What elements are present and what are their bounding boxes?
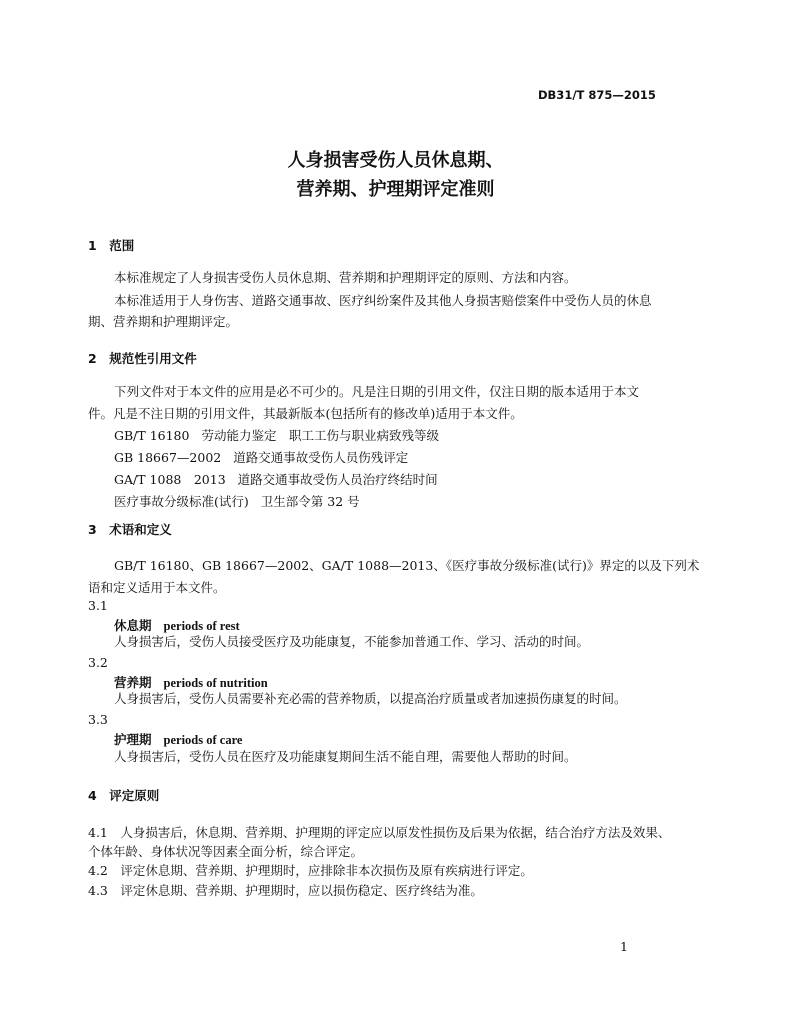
standard-number: DB31/T 875—2015	[538, 88, 656, 102]
section-2-paragraph-line-2: 件。凡是不注日期的引用文件，其最新版本(包括所有的修改单)适用于本文件。	[88, 406, 523, 421]
term-heading	[114, 672, 268, 691]
term-number: 3.3	[88, 712, 108, 727]
term-number: 3.2	[88, 655, 108, 670]
term-english-name: periods of care	[163, 733, 243, 747]
reference-item	[114, 427, 439, 445]
section-3-heading: 3 术语和定义	[88, 522, 172, 537]
reference-name: 道路交通事故受伤人员伤残评定	[233, 450, 409, 465]
section-3-paragraph-line-1: GB/T 16180、GB 18667—2002、GA/T 1088—2013、《医疗事故分级标准(试行)》界定的以及下列术	[114, 558, 700, 573]
term-chinese-name: 营养期	[114, 675, 152, 690]
document-title-line-2: 营养期、护理期评定准则	[296, 179, 495, 200]
section-1-paragraph-2-line-1: 本标准适用于人身伤害、道路交通事故、医疗纠纷案件及其他人身损害赔偿案件中受伤人员的休息	[114, 293, 652, 308]
reference-code: GB/T 16180	[114, 428, 190, 443]
term-number: 3.1	[88, 598, 108, 613]
term-chinese-name: 休息期	[114, 618, 152, 633]
section-1-paragraph-1: 本标准规定了人身损害受伤人员休息期、营养期和护理期评定的原则、方法和内容。	[114, 270, 577, 285]
term-definition: 人身损害后，受伤人员接受医疗及功能康复，不能参加普通工作、学习、活动的时间。	[114, 634, 590, 649]
reference-code: GB 18667—2002	[114, 450, 222, 465]
term-heading	[114, 729, 242, 748]
term-english-name: periods of nutrition	[163, 676, 268, 690]
term-definition: 人身损害后，受伤人员在医疗及功能康复期间生活不能自理，需要他人帮助的时间。	[114, 749, 577, 764]
reference-code: GA/T 1088 2013	[114, 472, 226, 487]
reference-name: 道路交通事故受伤人员治疗终结时间	[237, 472, 438, 487]
document-title-line-1: 人身损害受伤人员休息期、	[287, 150, 504, 171]
section-1-paragraph-2-line-2: 期、营养期和护理期评定。	[88, 314, 239, 329]
clause-4-2: 4.2 评定休息期、营养期、护理期时，应排除非本次损伤及原有疾病进行评定。	[88, 863, 533, 878]
section-1-heading: 1 范围	[88, 238, 135, 253]
term-definition: 人身损害后，受伤人员需要补充必需的营养物质，以提高治疗质量或者加速损伤康复的时间。	[114, 691, 627, 706]
reference-code: 医疗事故分级标准(试行)	[114, 494, 249, 509]
reference-name: 卫生部令第 32 号	[260, 494, 360, 509]
reference-item	[114, 493, 360, 511]
clause-4-1-line-1: 4.1 人身损害后，休息期、营养期、护理期的评定应以原发性损伤及后果为依据，结合治疗方法及效果、	[88, 825, 671, 840]
reference-name: 劳动能力鉴定 职工工伤与职业病致残等级	[201, 428, 439, 443]
page-number: 1	[620, 939, 628, 954]
reference-item	[114, 471, 438, 489]
clause-4-1-line-2: 个体年龄、身体状况等因素全面分析，综合评定。	[88, 844, 364, 859]
clause-4-3: 4.3 评定休息期、营养期、护理期时，应以损伤稳定、医疗终结为准。	[88, 883, 483, 898]
section-2-heading: 2 规范性引用文件	[88, 351, 197, 366]
term-chinese-name: 护理期	[114, 732, 152, 747]
term-english-name: periods of rest	[163, 619, 240, 633]
term-heading	[114, 615, 240, 634]
reference-item	[114, 449, 408, 467]
section-4-heading: 4 评定原则	[88, 788, 160, 803]
section-2-paragraph-line-1: 下列文件对于本文件的应用是必不可少的。凡是注日期的引用文件，仅注日期的版本适用于本文	[114, 384, 640, 399]
section-3-paragraph-line-2: 语和定义适用于本文件。	[88, 580, 226, 595]
